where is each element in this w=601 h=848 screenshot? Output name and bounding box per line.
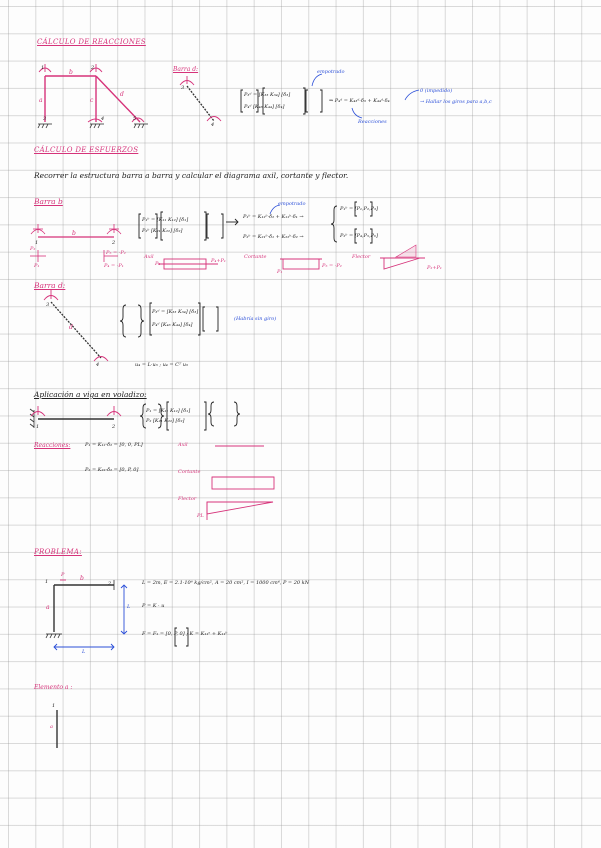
bar-label: a	[50, 724, 53, 730]
annotation: (Habría sin giro)	[234, 316, 277, 322]
annotation: empotrado	[317, 69, 345, 75]
force-label: P₂	[30, 246, 36, 252]
formula: P₁ᵇ = [P₁,P₂,P₃]	[340, 206, 378, 212]
bar-label: a	[46, 604, 50, 611]
formula: P₁ = K₁₂·δ₂ = [0, 0, PL]	[85, 442, 143, 448]
node-label: 3	[181, 85, 185, 91]
force-label: P	[61, 572, 65, 578]
force-label: P₄	[155, 261, 161, 267]
annotation: empotrado	[278, 201, 306, 207]
node-label: 2	[112, 240, 116, 246]
annotation: Reacciones	[358, 119, 387, 125]
node-label: 5	[133, 116, 137, 122]
node-label: 1	[45, 579, 49, 585]
diagram-label-cortante: Cortante	[244, 254, 267, 260]
force-label: P₅ = -P₂	[106, 250, 126, 256]
diagram-label-flector: Flector	[178, 496, 197, 502]
node-label: 2	[91, 65, 95, 71]
formula: P₃ᵈ = [K₃₃ K₃₄] [δ₃]	[244, 92, 291, 98]
force-label: P₁	[277, 269, 283, 275]
force-label: PL	[197, 513, 204, 519]
node-label: 1	[35, 240, 39, 246]
heading-aplicacion: Aplicación a viga en voladizo:	[34, 390, 147, 399]
dimension-label: L	[82, 649, 86, 655]
node-label: 4	[96, 362, 100, 368]
force-label: P₄ = -P₁	[104, 263, 124, 269]
bar-label: b	[72, 230, 76, 237]
annotation: → Hallar los giros para a,b,c	[420, 99, 492, 105]
node-label: 1	[52, 703, 56, 709]
annotation: 0 (impedido)	[420, 88, 453, 94]
force-label: P₁	[34, 263, 40, 269]
bar-label: b	[80, 575, 84, 582]
formula: F = F₁ = [0, P, 0] ; K = K₁₁ᵃ + K₁₁ᵇ	[142, 631, 228, 637]
heading-calculo-reacciones: CÁLCULO DE REACCIONES	[37, 38, 146, 46]
formula: P₄ᵈ [K₄₃ K₄₄] [δ₄]	[244, 104, 285, 110]
node-label: 2	[108, 581, 112, 587]
heading-problema: PROBLEMA:	[34, 548, 82, 556]
bar-label: c	[90, 97, 94, 104]
heading-barra-b: Barra b	[34, 197, 63, 206]
node-label: 1	[36, 424, 40, 430]
heading-barra-d-2: Barra d:	[34, 281, 66, 290]
formula: P₂ = K₂₂·δ₂ = [0, P, 0]	[85, 467, 139, 473]
diagram-label-axil: Axil	[178, 442, 188, 448]
formula: P₂ᵇ = [P₄,P₅,P₆]	[340, 233, 378, 239]
formula: P₂ᵇ [K₂₁ K₂₂] [δ₂]	[142, 228, 183, 234]
diagram-label-cortante: Cortante	[178, 469, 201, 475]
force-label: P₄+P₁	[211, 258, 226, 264]
bar-label: d	[69, 324, 73, 331]
bar-label: a	[39, 97, 43, 104]
node-label: 4	[211, 122, 215, 128]
heading-reacciones: Reacciones:	[34, 442, 71, 449]
formula: u₄ = L·u₃ ; u₄ = Cᵀ u₃	[135, 362, 188, 368]
bar-label: b	[69, 69, 73, 76]
heading-elemento-a: Elemento a :	[34, 684, 73, 691]
formula: P₁ = [K₁₁ K₁₂] [δ₁]	[146, 408, 191, 414]
force-label: P₂+P₁	[427, 265, 442, 271]
node-label: 3	[43, 116, 47, 122]
bar-label: d	[120, 91, 124, 98]
formula: P₃ᵈ = [K₃₃ K₃₄] [δ₃]	[152, 309, 199, 315]
node-label: 4	[101, 116, 105, 122]
formula: P₁ᵇ = [K₁₁ K₁₂] [δ₁]	[142, 217, 189, 223]
formula: P₂ [K₂₁ K₂₂] [δ₂]	[146, 418, 185, 424]
formula: P₁ᵇ = K₁₂ᵇ·δ₂ + K₁₁ᵇ·δ₁ →	[243, 214, 304, 220]
formula: P₂ᵇ = K₂₁ᵇ·δ₁ + K₂₂ᵇ·δ₂ →	[243, 234, 304, 240]
node-label: 1	[41, 65, 45, 71]
heading-barra-d: Barra d:	[173, 66, 199, 73]
formula: ⇒ P₄ᵈ = K₄₃ᵈ·δ₃ + K₄₄ᵈ·δ₄	[329, 98, 390, 104]
diagram-label-axil: Axil	[144, 254, 154, 260]
force-label: P₅ = -P₂	[322, 263, 342, 269]
formula: P = K · u	[142, 603, 165, 609]
problem-data: L = 2m, E = 2.1·10⁶ kg/cm², A = 20 cm², I = 1000 cm⁴, P = 20 kN	[142, 580, 310, 586]
node-label: 3	[46, 302, 50, 308]
diagram-label-flector: Flector	[352, 254, 371, 260]
instruction-text: Recorrer la estructura barra a barra y calcular el diagrama axil, cortante y flector.	[34, 171, 349, 180]
support-symbols	[38, 124, 148, 128]
heading-calculo-esfuerzos: CÁLCULO DE ESFUERZOS	[34, 146, 139, 154]
node-label: 2	[112, 424, 116, 430]
dimension-label: L	[127, 604, 131, 610]
formula: P₄ᵈ [K₄₃ K₄₄] [δ₄]	[152, 322, 193, 328]
